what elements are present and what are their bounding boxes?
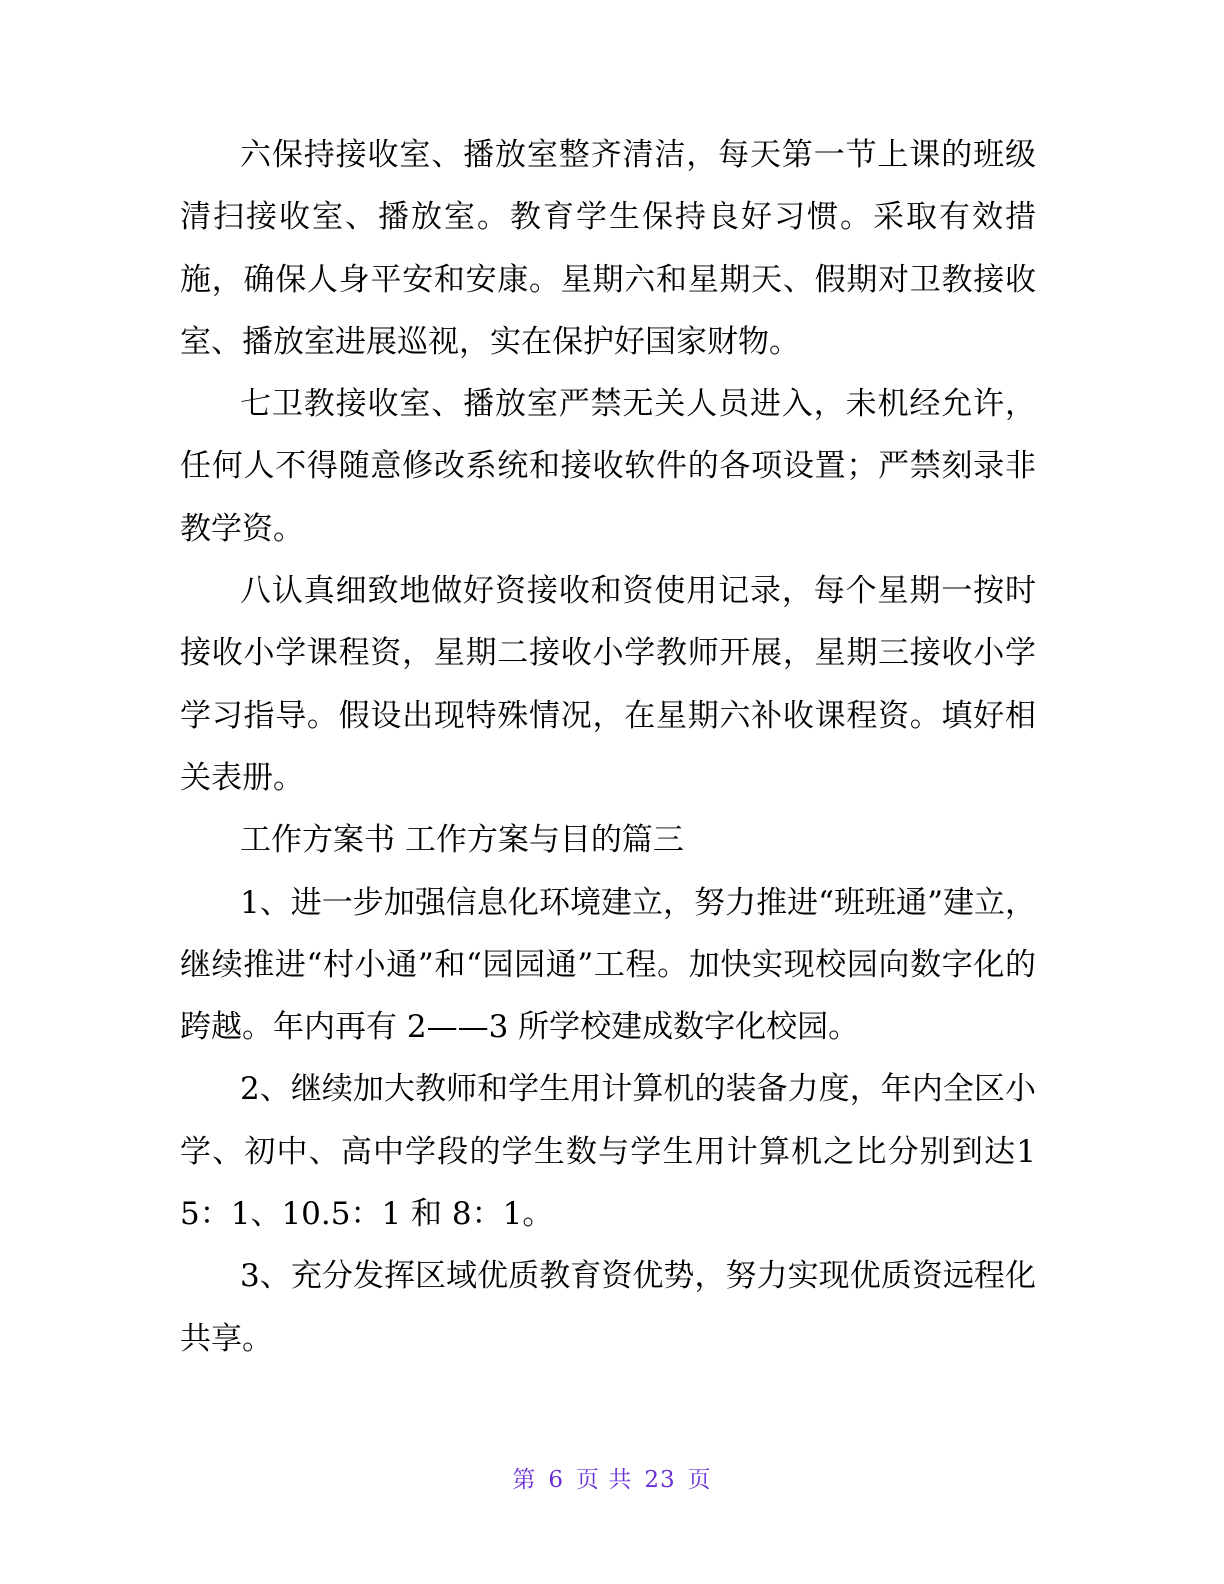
list-item-3: 3、充分发挥区域优质教育资优势，努力实现优质资远程化共享。 [180, 1258, 1036, 1357]
list-item-2: 2、继续加大教师和学生用计算机的装备力度，年内全区小学、初中、高中学段的学生数与学生用计算机之比分别到达15：1、10.5：1 和 8：1。 [180, 1071, 1036, 1233]
page-label-mid: 页 共 [576, 1467, 633, 1493]
page-label-prefix: 第 [512, 1467, 537, 1493]
section-heading: 工作方案书 工作方案与目的篇三 [240, 822, 684, 859]
total-pages-number: 23 [644, 1467, 676, 1493]
list-item-1: 1、进一步加强信息化环境建立，努力推进“班班通”建立，继续推进“村小通”和“园园通”工程。加快实现校园向数字化的跨越。年内再有 2——3 所学校建成数字化校园。 [180, 884, 1036, 1046]
page-footer [0, 1462, 1224, 1498]
page-label-suffix: 页 [687, 1467, 712, 1493]
document-body [180, 124, 1036, 1370]
paragraph-8: 八认真细致地做好资接收和资使用记录，每个星期一按时接收小学课程资，星期二接收小学教师开展，星期三接收小学学习指导。假设出现特殊情况，在星期六补收课程资。填好相关表册。 [180, 573, 1036, 796]
current-page-number: 6 [548, 1467, 565, 1493]
paragraph-6: 六保持接收室、播放室整齐清洁，每天第一节上课的班级清扫接收室、播放室。教育学生保持良好习惯。采取有效措施，确保人身平安和安康。星期六和星期天、假期对卫教接收室、播放室进展巡视，实在保护好国家财物。 [180, 137, 1036, 360]
paragraph-7: 七卫教接收室、播放室严禁无关人员进入，未机经允许，任何人不得随意修改系统和接收软件的各项设置；严禁刻录非教学资。 [180, 386, 1036, 547]
